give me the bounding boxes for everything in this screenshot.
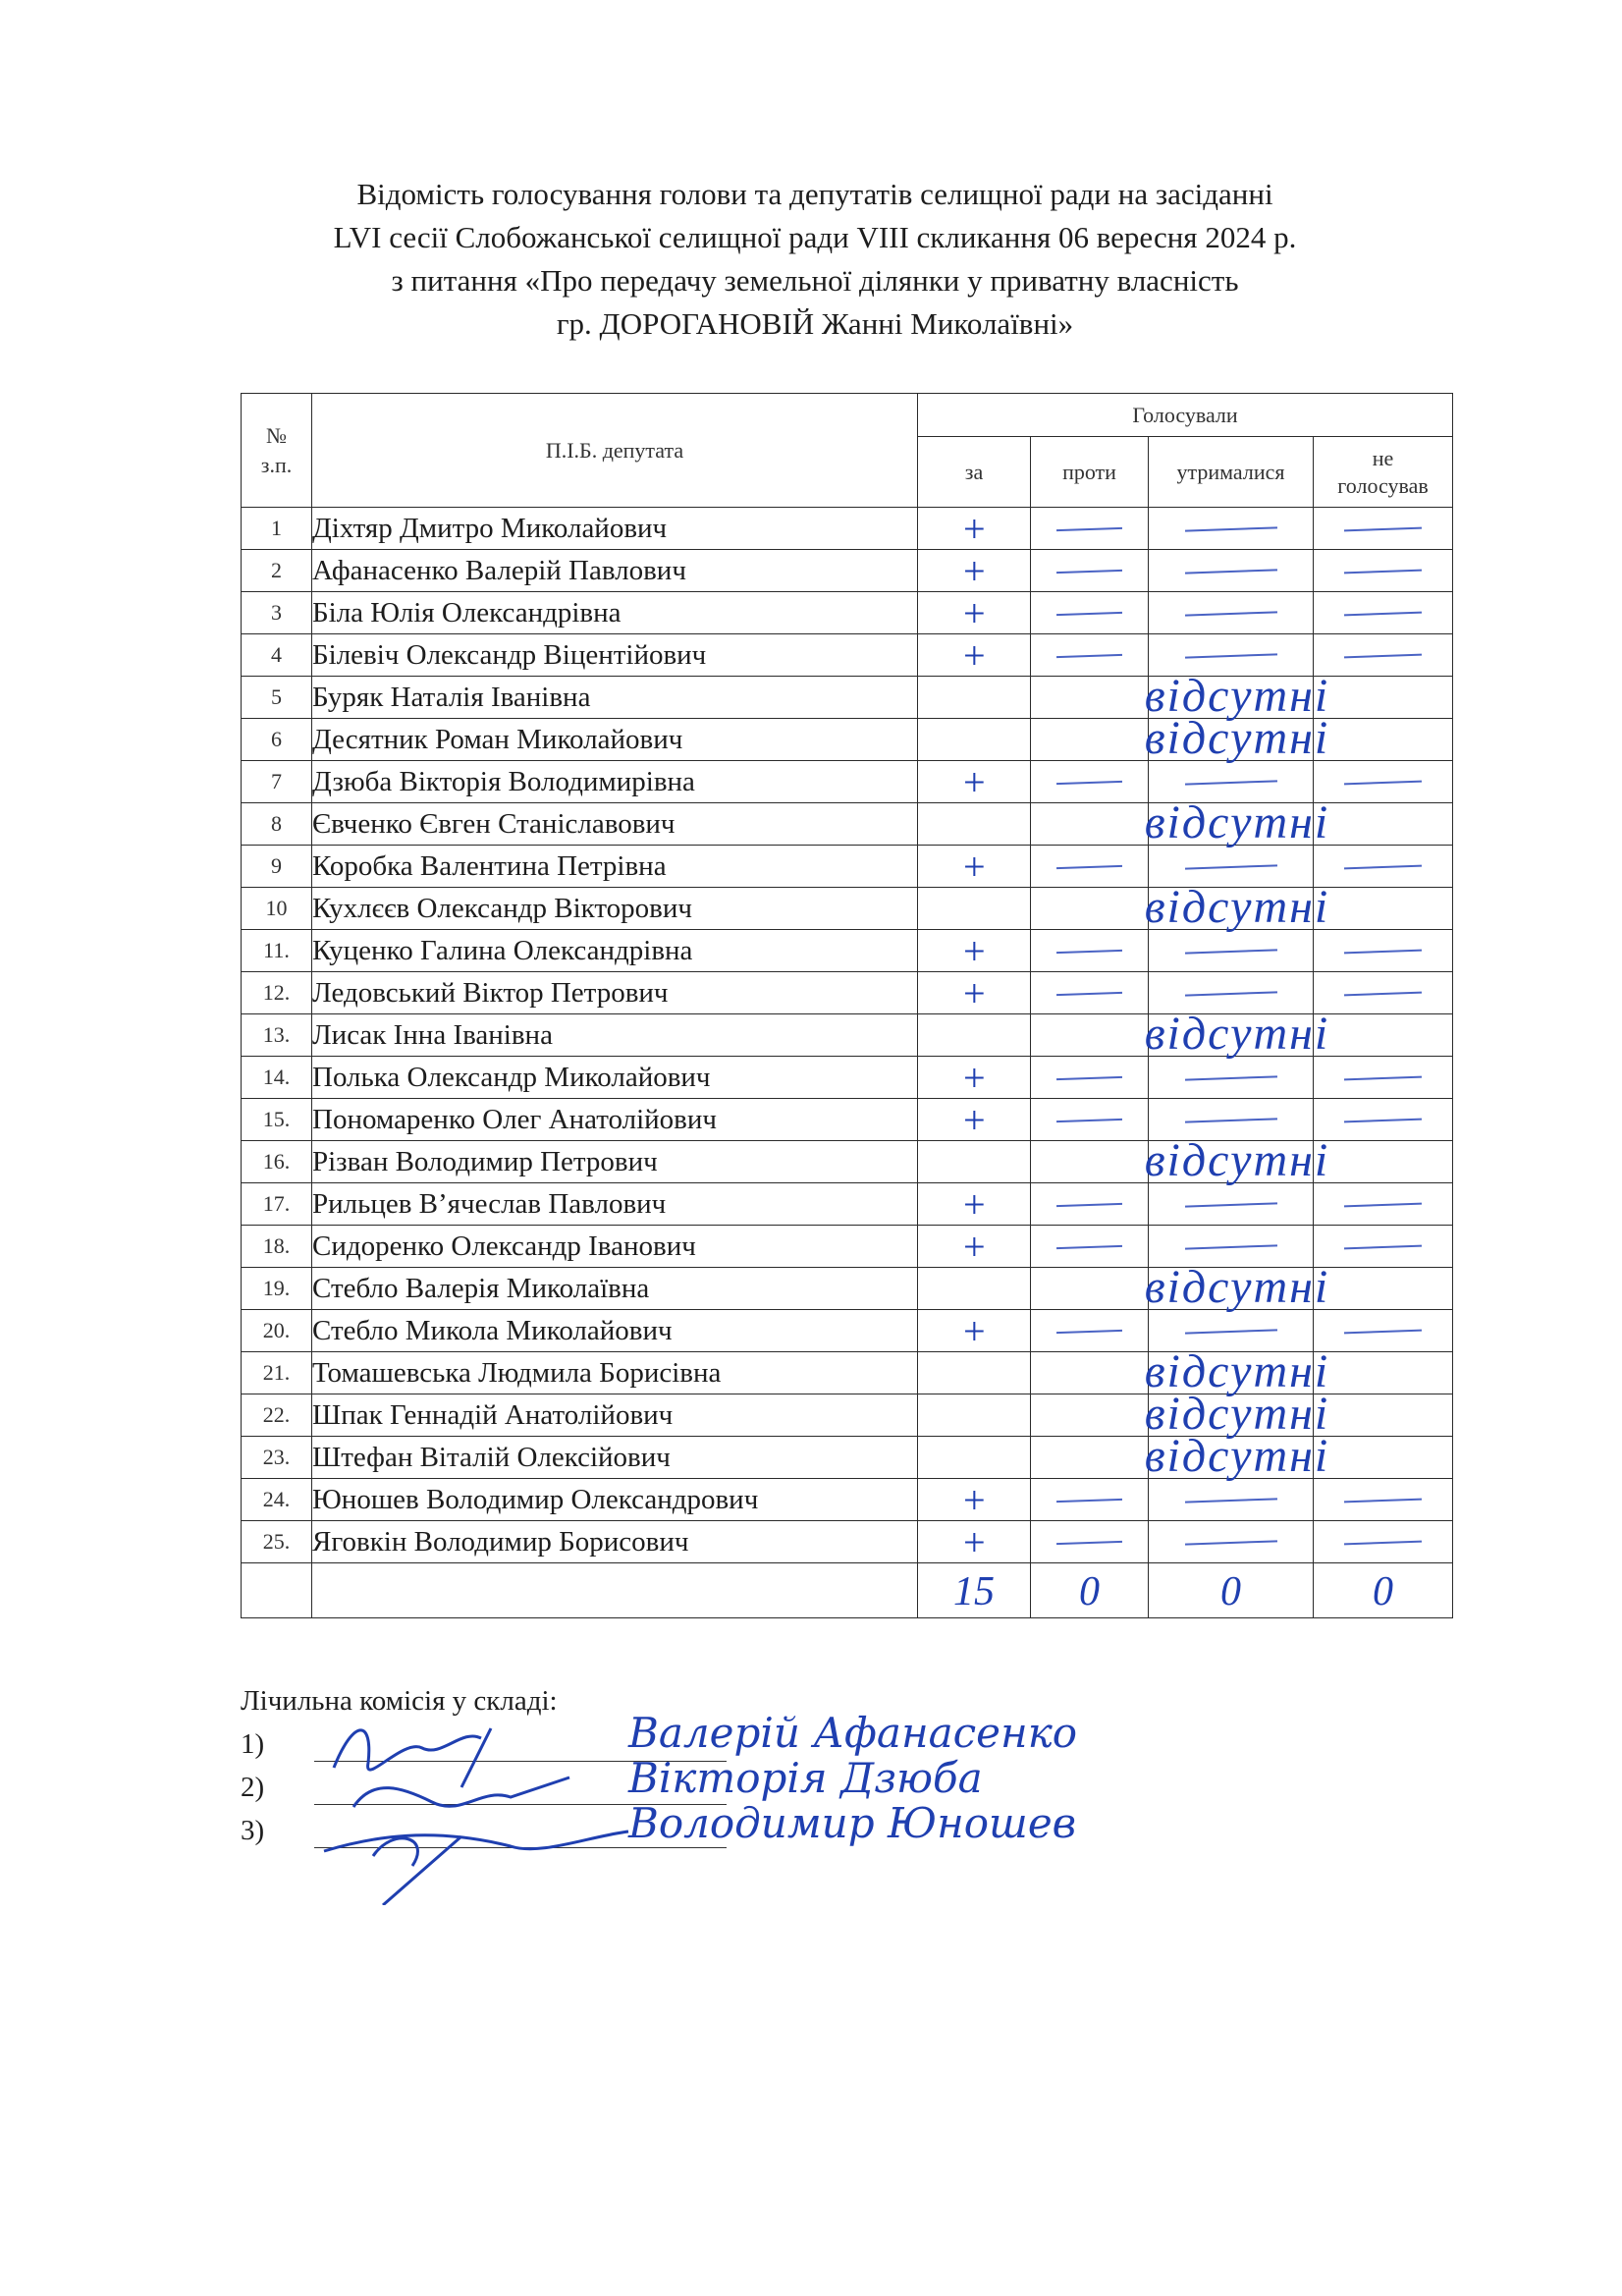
- dash-mark: [1056, 1541, 1122, 1545]
- total-for: [918, 1563, 1031, 1618]
- dash-mark: [1185, 991, 1277, 996]
- dash-mark: [1344, 1119, 1422, 1123]
- total-not-voted-value: 0: [1373, 1569, 1393, 1614]
- dash-mark: [1056, 612, 1122, 616]
- table-row: [242, 888, 1453, 930]
- vote-abstained: [1149, 1014, 1314, 1057]
- row-number: 11.: [242, 930, 312, 972]
- deputy-name: Штефан Віталій Олексійович: [312, 1437, 918, 1479]
- dash-mark: [1344, 570, 1422, 574]
- deputy-name: Лисак Інна Іванівна: [312, 1014, 918, 1057]
- vote-not-voted: [1314, 888, 1453, 930]
- deputy-name: Стебло Микола Миколайович: [312, 1310, 918, 1352]
- row-number: 25.: [242, 1521, 312, 1563]
- member-index: 2): [241, 1772, 265, 1803]
- dash-mark: [1056, 1330, 1122, 1334]
- header-name: П.І.Б. депутата: [312, 394, 918, 508]
- vote-against: [1031, 508, 1149, 550]
- vote-abstained: [1149, 1479, 1314, 1521]
- plus-mark: +: [960, 760, 988, 804]
- absent-mark: відсутні: [1144, 1388, 1330, 1440]
- dash-mark: [1344, 612, 1422, 617]
- dash-mark: [1056, 1203, 1122, 1207]
- dash-mark: [1056, 654, 1122, 658]
- deputy-name: Кухлєєв Олександр Вікторович: [312, 888, 918, 930]
- vote-for: [918, 1141, 1031, 1183]
- vote-abstained: [1149, 550, 1314, 592]
- row-number: 20.: [242, 1310, 312, 1352]
- absent-mark: відсутні: [1144, 1134, 1330, 1186]
- vote-for: [918, 803, 1031, 846]
- deputy-name: Ледовський Віктор Петрович: [312, 972, 918, 1014]
- totals-num: [242, 1563, 312, 1618]
- plus-mark: +: [960, 1056, 988, 1100]
- row-number: 12.: [242, 972, 312, 1014]
- deputy-name: Пономаренко Олег Анатолійович: [312, 1099, 918, 1141]
- deputy-name: Коробка Валентина Петрівна: [312, 846, 918, 888]
- vote-abstained: [1149, 930, 1314, 972]
- commission-label: Лічильна комісія у складі:: [241, 1685, 558, 1717]
- vote-for: [918, 1014, 1031, 1057]
- total-against: [1031, 1563, 1149, 1618]
- vote-abstained: [1149, 719, 1314, 761]
- signature-2: [353, 1777, 569, 1807]
- absent-mark: відсутні: [1144, 1430, 1330, 1482]
- table-row: [242, 508, 1453, 550]
- vote-for: [918, 1394, 1031, 1437]
- vote-abstained: [1149, 1141, 1314, 1183]
- vote-against: [1031, 1479, 1149, 1521]
- dash-mark: [1185, 611, 1277, 616]
- vote-for: [918, 930, 1031, 972]
- dash-mark: [1056, 950, 1122, 954]
- row-number: 2: [242, 550, 312, 592]
- vote-not-voted: [1314, 1268, 1453, 1310]
- vote-abstained: [1149, 508, 1314, 550]
- deputy-name: Діхтяр Дмитро Миколайович: [312, 508, 918, 550]
- vote-against: [1031, 1008, 1330, 1060]
- signature-name-2: Вікторія Дзюба: [628, 1754, 983, 1802]
- vote-against: [1031, 1521, 1149, 1563]
- vote-against: [1031, 712, 1330, 764]
- total-abstained-value: 0: [1220, 1569, 1241, 1614]
- dash-mark: [1185, 653, 1277, 658]
- header-voted: Голосували: [918, 394, 1453, 437]
- vote-for: [918, 888, 1031, 930]
- row-number: 18.: [242, 1226, 312, 1268]
- vote-not-voted: [1314, 1057, 1453, 1099]
- absent-mark: відсутні: [1144, 796, 1330, 848]
- vote-for: [918, 761, 1031, 803]
- vote-not-voted: [1314, 1141, 1453, 1183]
- header-num: № з.п.: [242, 394, 312, 508]
- total-for-value: 15: [953, 1569, 995, 1614]
- row-number: 21.: [242, 1352, 312, 1394]
- vote-for: [918, 1521, 1031, 1563]
- vote-not-voted: [1314, 1437, 1453, 1479]
- table-row: [242, 1437, 1453, 1479]
- header-for: за: [918, 437, 1031, 508]
- vote-abstained: [1149, 1521, 1314, 1563]
- table-row: [242, 1479, 1453, 1521]
- vote-for: [918, 1268, 1031, 1310]
- dash-mark: [1344, 527, 1422, 532]
- table-row: [242, 1268, 1453, 1310]
- signature-3: [324, 1831, 628, 1905]
- row-number: 9: [242, 846, 312, 888]
- vote-abstained: [1149, 1057, 1314, 1099]
- row-number: 24.: [242, 1479, 312, 1521]
- vote-against: [1031, 592, 1149, 634]
- deputy-name: Дзюба Вікторія Володимирівна: [312, 761, 918, 803]
- dash-mark: [1185, 1540, 1277, 1545]
- plus-mark: +: [960, 633, 988, 678]
- vote-not-voted: [1314, 1479, 1453, 1521]
- dash-mark: [1344, 1541, 1422, 1546]
- vote-for: [918, 508, 1031, 550]
- dash-mark: [1056, 1245, 1122, 1249]
- deputy-name: Афанасенко Валерій Павлович: [312, 550, 918, 592]
- title-line-2: LVI сесії Слобожанської селищної ради VIII скликання 06 вересня 2024 р.: [333, 220, 1297, 254]
- deputy-name: Буряк Наталія Іванівна: [312, 677, 918, 719]
- deputy-name: Євченко Євген Станіславович: [312, 803, 918, 846]
- total-abstained: [1149, 1563, 1314, 1618]
- vote-against: [1031, 1134, 1330, 1186]
- vote-abstained: [1149, 888, 1314, 930]
- row-number: 15.: [242, 1099, 312, 1141]
- deputy-name: Шпак Геннадій Анатолійович: [312, 1394, 918, 1437]
- totals-label: [312, 1563, 918, 1618]
- table-row: [242, 719, 1453, 761]
- row-number: 1: [242, 508, 312, 550]
- row-number: 17.: [242, 1183, 312, 1226]
- vote-not-voted: [1314, 592, 1453, 634]
- dash-mark: [1185, 1118, 1277, 1122]
- vote-not-voted: [1314, 1014, 1453, 1057]
- plus-mark: +: [960, 1182, 988, 1227]
- row-number: 8: [242, 803, 312, 846]
- vote-for: [918, 677, 1031, 719]
- deputy-name: Стебло Валерія Миколаївна: [312, 1268, 918, 1310]
- dash-mark: [1056, 570, 1122, 574]
- signature-name-3: Володимир Юношев: [628, 1799, 1077, 1847]
- signature-scrawls: [314, 1709, 648, 1905]
- vote-against: [1031, 796, 1330, 848]
- table-row: [242, 1183, 1453, 1226]
- row-number: 19.: [242, 1268, 312, 1310]
- dash-mark: [1344, 654, 1422, 659]
- dash-mark: [1185, 1202, 1277, 1207]
- plus-mark: +: [960, 845, 988, 889]
- vote-abstained: [1149, 1268, 1314, 1310]
- table-row: [242, 592, 1453, 634]
- vote-not-voted: [1314, 550, 1453, 592]
- absent-mark: відсутні: [1144, 881, 1330, 933]
- vote-against: [1031, 1261, 1330, 1313]
- dash-mark: [1344, 1245, 1422, 1250]
- absent-mark: відсутні: [1144, 1261, 1330, 1313]
- vote-abstained: [1149, 803, 1314, 846]
- total-not-voted: [1314, 1563, 1453, 1618]
- vote-for: [918, 1226, 1031, 1268]
- vote-not-voted: [1314, 508, 1453, 550]
- dash-mark: [1185, 1329, 1277, 1334]
- signature-1: [334, 1728, 491, 1787]
- member-index: 3): [241, 1815, 265, 1846]
- vote-not-voted: [1314, 930, 1453, 972]
- totals-row: [242, 1563, 1453, 1618]
- row-number: 7: [242, 761, 312, 803]
- vote-for: [918, 1352, 1031, 1394]
- vote-against: [1031, 1183, 1149, 1226]
- table-body: [242, 508, 1453, 1563]
- dash-mark: [1056, 781, 1122, 785]
- table-row: [242, 930, 1453, 972]
- row-number: 22.: [242, 1394, 312, 1437]
- plus-mark: +: [960, 929, 988, 973]
- dash-mark: [1185, 1244, 1277, 1249]
- absent-mark: відсутні: [1144, 712, 1330, 764]
- dash-mark: [1056, 1076, 1122, 1080]
- vote-for: [918, 634, 1031, 677]
- dash-mark: [1344, 781, 1422, 786]
- dash-mark: [1185, 526, 1277, 531]
- row-number: 5: [242, 677, 312, 719]
- table-row: [242, 803, 1453, 846]
- dash-mark: [1344, 950, 1422, 955]
- dash-mark: [1185, 569, 1277, 574]
- vote-for: [918, 1437, 1031, 1479]
- dash-mark: [1056, 865, 1122, 869]
- vote-abstained: [1149, 1183, 1314, 1226]
- vote-for: [918, 550, 1031, 592]
- vote-abstained: [1149, 592, 1314, 634]
- dash-mark: [1056, 992, 1122, 996]
- title-line-4: гр. ДОРОГАНОВІЙ Жанні Миколаївні»: [556, 306, 1074, 341]
- plus-mark: +: [960, 591, 988, 635]
- header-abstained: утрималися: [1149, 437, 1314, 508]
- plus-mark: +: [960, 1309, 988, 1353]
- row-number: 16.: [242, 1141, 312, 1183]
- vote-for: [918, 1183, 1031, 1226]
- vote-not-voted: [1314, 803, 1453, 846]
- row-number: 4: [242, 634, 312, 677]
- row-number: 10: [242, 888, 312, 930]
- dash-mark: [1056, 1119, 1122, 1122]
- voting-table: [241, 393, 1453, 1618]
- dash-mark: [1185, 1498, 1277, 1503]
- row-number: 13.: [242, 1014, 312, 1057]
- deputy-name: Куценко Галина Олександрівна: [312, 930, 918, 972]
- plus-mark: +: [960, 1098, 988, 1142]
- total-against-value: 0: [1079, 1569, 1100, 1614]
- deputy-name: Десятник Роман Миколайович: [312, 719, 918, 761]
- vote-for: [918, 1479, 1031, 1521]
- plus-mark: +: [960, 549, 988, 593]
- row-number: 6: [242, 719, 312, 761]
- vote-for: [918, 972, 1031, 1014]
- row-number: 23.: [242, 1437, 312, 1479]
- vote-against: [1031, 550, 1149, 592]
- dash-mark: [1056, 527, 1122, 531]
- deputy-name: Рильцев В’ячеслав Павлович: [312, 1183, 918, 1226]
- document-title: [236, 173, 1394, 346]
- table-row: [242, 1057, 1453, 1099]
- deputy-name: Томашевська Людмила Борисівна: [312, 1352, 918, 1394]
- header-not-voted: не голосував: [1314, 437, 1453, 508]
- vote-not-voted: [1314, 719, 1453, 761]
- dash-mark: [1185, 780, 1277, 785]
- table-row: [242, 1141, 1453, 1183]
- dash-mark: [1056, 1499, 1122, 1503]
- vote-for: [918, 719, 1031, 761]
- member-index: 1): [241, 1728, 265, 1760]
- deputy-name: Білевіч Олександр Віцентійович: [312, 634, 918, 677]
- table-row: [242, 550, 1453, 592]
- vote-for: [918, 592, 1031, 634]
- dash-mark: [1344, 992, 1422, 997]
- plus-mark: +: [960, 507, 988, 551]
- dash-mark: [1344, 1076, 1422, 1081]
- deputy-name: Різван Володимир Петрович: [312, 1141, 918, 1183]
- absent-mark: відсутні: [1144, 1345, 1330, 1397]
- vote-against: [1031, 1057, 1149, 1099]
- plus-mark: +: [960, 971, 988, 1015]
- deputy-name: Полька Олександр Миколайович: [312, 1057, 918, 1099]
- vote-not-voted: [1314, 1521, 1453, 1563]
- plus-mark: +: [960, 1225, 988, 1269]
- row-number: 3: [242, 592, 312, 634]
- row-number: 14.: [242, 1057, 312, 1099]
- title-line-3: з питання «Про передачу земельної ділянки у приватну власність: [391, 263, 1239, 298]
- plus-mark: +: [960, 1478, 988, 1522]
- plus-mark: +: [960, 1520, 988, 1564]
- dash-mark: [1344, 1499, 1422, 1503]
- dash-mark: [1344, 1203, 1422, 1208]
- deputy-name: Сидоренко Олександр Іванович: [312, 1226, 918, 1268]
- vote-not-voted: [1314, 1183, 1453, 1226]
- vote-for: [918, 1057, 1031, 1099]
- vote-abstained: [1149, 1437, 1314, 1479]
- absent-mark: відсутні: [1144, 1008, 1330, 1060]
- header-against: проти: [1031, 437, 1149, 508]
- vote-against: [1031, 930, 1149, 972]
- vote-for: [918, 1310, 1031, 1352]
- dash-mark: [1185, 949, 1277, 954]
- vote-against: [1031, 881, 1330, 933]
- deputy-name: Юношев Володимир Олександрович: [312, 1479, 918, 1521]
- deputy-name: Яговкін Володимир Борисович: [312, 1521, 918, 1563]
- signature-name-1: Валерій Афанасенко: [628, 1709, 1078, 1757]
- deputy-name: Біла Юлія Олександрівна: [312, 592, 918, 634]
- vote-for: [918, 1099, 1031, 1141]
- dash-mark: [1185, 864, 1277, 869]
- absent-mark: відсутні: [1144, 670, 1330, 722]
- dash-mark: [1344, 1330, 1422, 1335]
- vote-for: [918, 846, 1031, 888]
- vote-against: [1031, 1430, 1330, 1482]
- table-row: [242, 1014, 1453, 1057]
- table-row: [242, 1521, 1453, 1563]
- dash-mark: [1344, 865, 1422, 870]
- dash-mark: [1185, 1075, 1277, 1080]
- title-line-1: Відомість голосування голови та депутатів селищної ради на засіданні: [356, 177, 1273, 211]
